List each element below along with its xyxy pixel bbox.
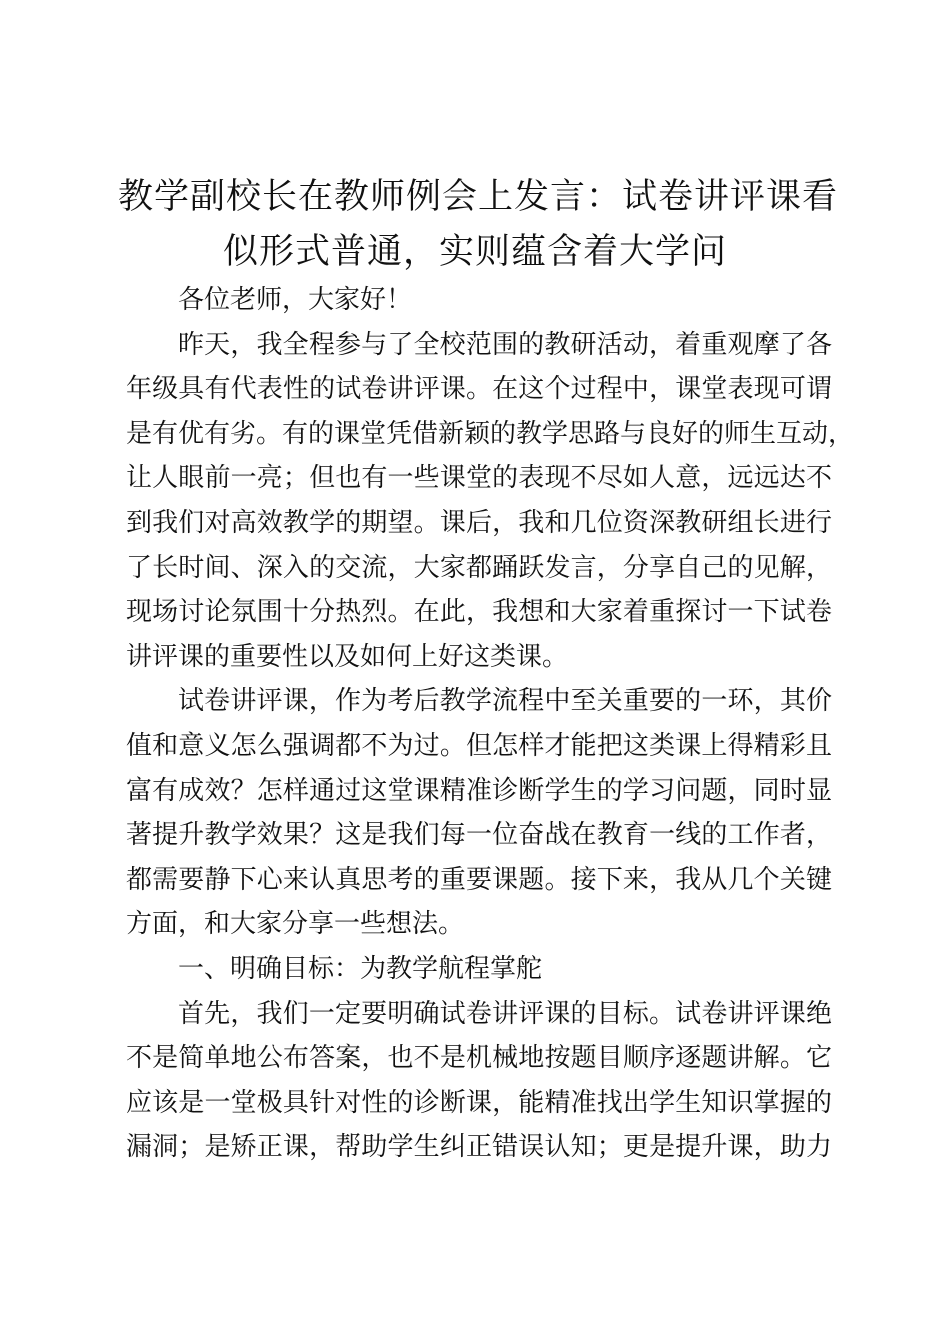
paragraph-greeting [126, 278, 832, 323]
document-title [118, 170, 839, 280]
paragraph-goals [126, 992, 832, 1170]
paragraph-importance [126, 679, 832, 947]
text-line: 富有成效？怎样通过这堂课精准诊断学生的学习问题，同时显 [126, 775, 832, 806]
text-line: 各位老师，大家好！ [178, 285, 413, 315]
text-line: 试卷讲评课，作为考后教学流程中至关重要的一环，其价 [178, 686, 832, 717]
section-heading-1 [126, 947, 832, 992]
text-line: 是有优有劣。有的课堂凭借新颖的教学思路与良好的师生互动， [126, 418, 855, 449]
text-line: 不是简单地公布答案，也不是机械地按题目顺序逐题讲解。它 [126, 1043, 832, 1074]
text-line: 一、明确目标：为教学航程掌舵 [178, 953, 543, 984]
title-line-2: 似形式普通，实则蕴含着大学问 [222, 232, 727, 272]
text-line: 了长时间、深入的交流，大家都踊跃发言，分享自己的见解， [126, 552, 832, 583]
text-line: 昨天，我全程参与了全校范围的教研活动，着重观摩了各 [178, 329, 832, 360]
text-line: 到我们对高效教学的期望。课后，我和几位资深教研组长进行 [126, 507, 832, 538]
title-line-1: 教学副校长在教师例会上发言：试卷讲评课看 [118, 177, 839, 217]
document-body [126, 278, 855, 1170]
text-line: 都需要静下心来认真思考的重要课题。接下来，我从几个关键 [126, 864, 832, 895]
text-line: 著提升教学效果？这是我们每一位奋战在教育一线的工作者， [126, 820, 832, 851]
text-line: 年级具有代表性的试卷讲评课。在这个过程中，课堂表现可谓 [126, 374, 832, 405]
text-line: 现场讨论氛围十分热烈。在此，我想和大家着重探讨一下试卷 [126, 597, 832, 628]
text-line: 应该是一堂极具针对性的诊断课，能精准找出学生知识掌握的 [126, 1087, 832, 1118]
text-line: 首先，我们一定要明确试卷讲评课的目标。试卷讲评课绝 [178, 998, 832, 1029]
text-line: 值和意义怎么强调都不为过。但怎样才能把这类课上得精彩且 [126, 730, 832, 761]
text-line: 让人眼前一亮；但也有一些课堂的表现不尽如人意，远远达不 [126, 463, 832, 494]
text-line: 漏洞；是矫正课，帮助学生纠正错误认知；更是提升课，助力 [126, 1132, 832, 1163]
paragraph-intro [126, 323, 855, 680]
text-line: 方面，和大家分享一些想法。 [126, 909, 465, 940]
text-line: 讲评课的重要性以及如何上好这类课。 [126, 641, 569, 672]
